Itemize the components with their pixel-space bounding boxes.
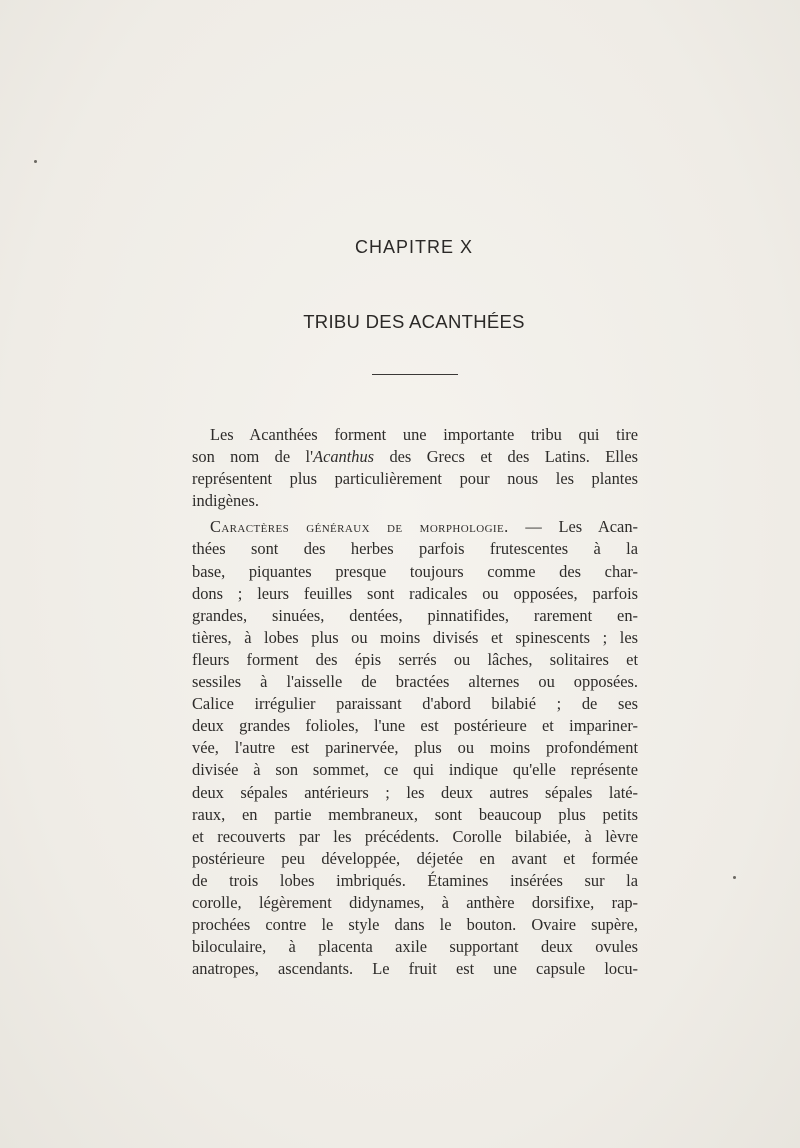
paragraph-1-line-4: indigènes. [192,491,259,511]
paragraph-2-line: raux, en partie membraneux, sont beaucoup plus petits [192,804,638,824]
section-heading: Caractères généraux de morphologie. [210,517,509,537]
acanthus-term: Acanthus [313,447,375,467]
paragraph-1-line-3: représentent plus particulièrement pour nous les plantes [192,469,638,489]
paragraph-2-line: Calice irrégulier paraissant d'abord bilabié ; de ses [192,694,638,714]
paragraph-2-line: deux sépales antérieurs ; les deux autres sépales laté- [192,782,638,802]
paragraph-2-line: postérieure peu développée, déjetée en avant et formée [192,848,638,868]
paragraph-2-line: et recouverts par les précédents. Corolle bilabiée, à lèvre [192,826,638,846]
paper-speck [34,160,37,163]
paragraph-2-line: divisée à son sommet, ce qui indique qu'elle représente [192,760,638,780]
paragraph-2-line: corolle, légèrement didynames, à anthère dorsifixe, rap- [192,892,638,912]
paragraph-2-line: vée, l'autre est parinervée, plus ou moins profondément [192,738,638,758]
paragraph-2-line: thées sont des herbes parfois frutescentes à la [192,539,638,559]
paragraph-2-line: prochées contre le style dans le bouton. Ovaire supère, [192,915,638,935]
paper-speck [733,876,736,879]
paragraph-1-line-2 [192,446,638,468]
paragraph-2-line: base, piquantes presque toujours comme des char- [192,561,638,581]
chapter-label: CHAPITRE X [354,237,474,257]
title-rule [372,374,458,375]
paragraph-2-line: tières, à lobes plus ou moins divisés et spinescents ; les [192,627,638,647]
paragraph-1-line-2-rest: des Grecs et des Latins. Elles [374,447,638,467]
paragraph-2-line-1 [192,516,638,538]
paragraph-2-line: anatropes, ascendants. Le fruit est une capsule locu- [192,959,638,979]
body-text [192,424,638,980]
chapter-title: TRIBU DES ACANTHÉES [303,311,525,332]
paragraph-1-line-2-start: son nom de l' [192,447,314,467]
paragraph-2-line: biloculaire, à placenta axile supportant deux ovules [192,937,638,957]
section-heading-rest: — Les Acan- [508,517,638,537]
paragraph-2-line: deux grandes folioles, l'une est postérieure et impariner- [192,716,638,736]
paragraph-2-line: de trois lobes imbriqués. Étamines insérées sur la [192,870,638,890]
paragraph-1-line-1: Les Acanthées forment une importante tribu qui tire [210,425,638,444]
paragraph-2-line: grandes, sinuées, dentées, pinnatifides, rarement en- [192,605,638,625]
paragraph-2-line: sessiles à l'aisselle de bractées alternes ou opposées. [192,672,638,692]
paragraph-2-line: dons ; leurs feuilles sont radicales ou opposées, parfois [192,583,638,603]
paragraph-2-line: fleurs forment des épis serrés ou lâches, solitaires et [192,649,638,669]
